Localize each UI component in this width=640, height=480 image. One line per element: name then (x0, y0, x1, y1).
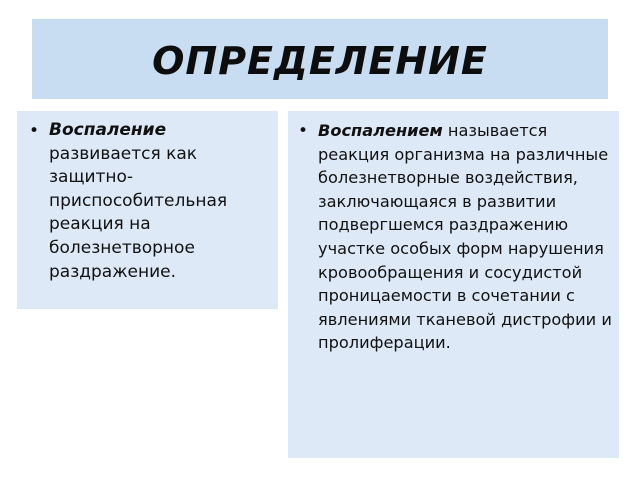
slide-title: ОПРЕДЕЛЕНИЕ (152, 39, 488, 83)
right-definition-text (318, 119, 616, 355)
left-term: Воспаление (49, 120, 167, 140)
left-bullet-item (29, 119, 273, 284)
left-definition-text (49, 119, 273, 284)
bullet-icon: • (298, 121, 309, 141)
left-body: развивается как защитно-приспособительная реакция на болезнетворное раздражение. (49, 143, 228, 282)
left-definition-box (17, 111, 278, 309)
right-definition-box (288, 111, 619, 458)
right-term: Воспалением (318, 121, 443, 140)
right-bullet-item (298, 119, 616, 355)
title-banner (32, 19, 608, 99)
bullet-icon: • (29, 121, 40, 141)
right-body: называется реакция организма на различные болезнетворные воздействия, заключающаяся в развитии подвергшемся раздражению участке особых форм нарушения кровообращения и сосудистой проницаемости в сочетании с явлениями тканевой дистрофии и пролиферации. (318, 121, 612, 353)
